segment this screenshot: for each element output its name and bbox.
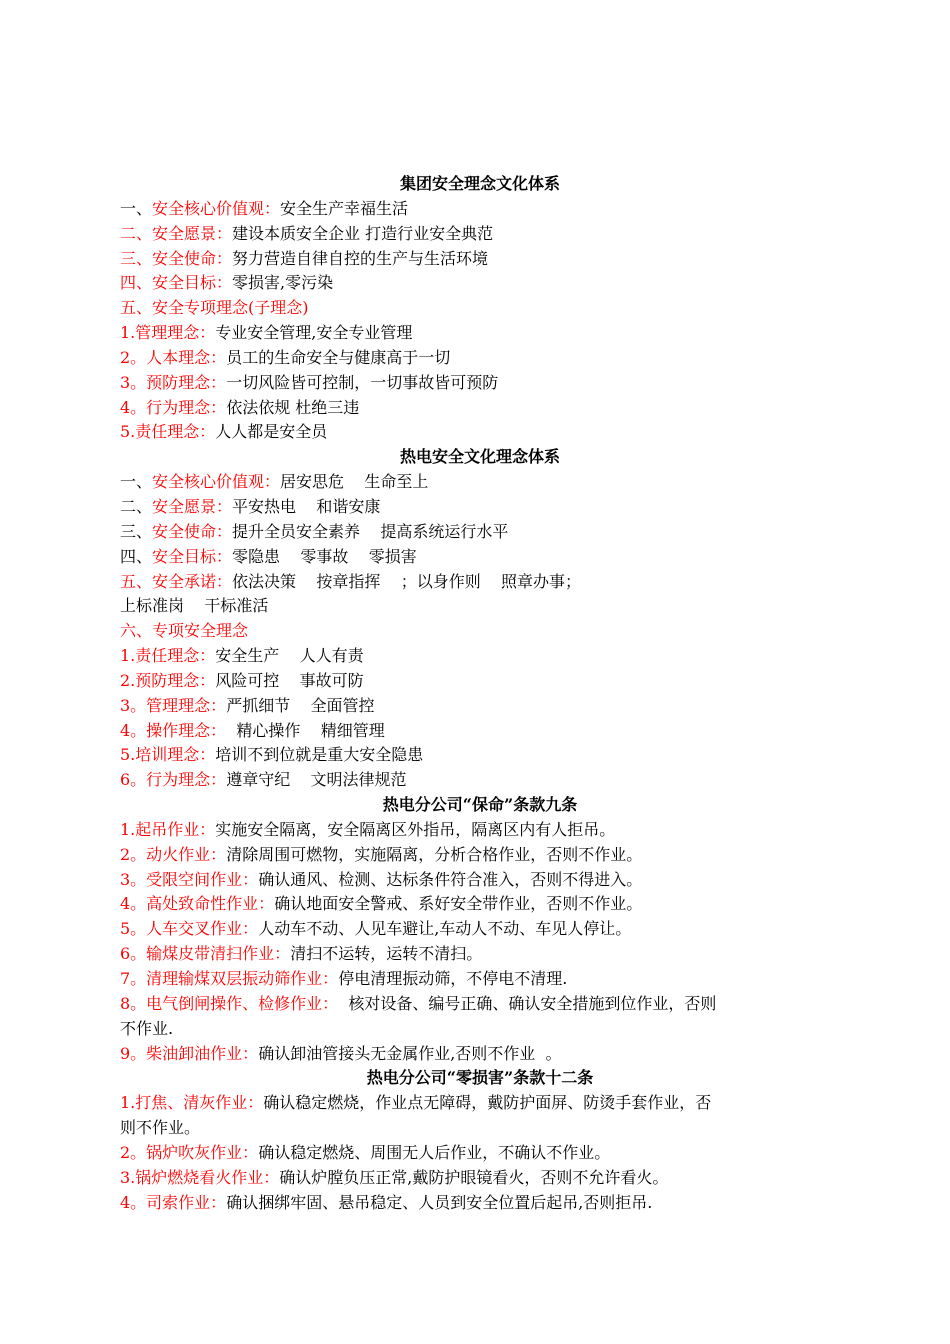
document-line <box>120 892 840 917</box>
line-label: 7。清理输煤双层振动筛作业： <box>120 969 339 988</box>
document-line <box>120 1017 840 1042</box>
line-text: 依法依规 杜绝三违 <box>226 397 360 417</box>
line-text: 风险可控 事故可防 <box>215 670 364 690</box>
line-text: 建设本质安全企业 打造行业安全典范 <box>232 223 494 243</box>
line-label: 5.责任理念： <box>120 422 216 442</box>
line-label: 4。操作理念： <box>120 720 227 740</box>
document-line <box>120 1166 840 1191</box>
line-text: 上标准岗 干标准活 <box>120 596 269 616</box>
document-line <box>120 768 840 793</box>
line-label: 六、专项安全理念 <box>120 621 249 641</box>
line-text: 不作业. <box>120 1018 174 1038</box>
document-line <box>120 1091 840 1116</box>
line-text: 平安热电 和谐安康 <box>232 496 381 516</box>
line-text: 专业安全管理,安全专业管理 <box>215 323 413 343</box>
line-label: 6。行为理念： <box>120 770 227 790</box>
line-label: 安全核心价值观： <box>152 198 281 218</box>
line-text: 确认稳定燃烧，作业点无障碍，戴防护面屏、防烫手套作业，否 <box>263 1093 712 1113</box>
document-line <box>120 917 840 942</box>
document-line <box>120 247 840 272</box>
section-title: 热电分公司“保命”条款九条 <box>382 795 578 815</box>
document-line <box>120 271 840 296</box>
section-title: 集团安全理念文化体系 <box>399 174 560 193</box>
section-title: 热电安全文化理念体系 <box>399 447 560 467</box>
line-text: 确认卸油管接头无金属作业,否则不作业 。 <box>258 1043 562 1063</box>
line-text: 人人都是安全员 <box>215 422 328 442</box>
line-label: 6。输煤皮带清扫作业： <box>120 944 291 964</box>
line-label: 3.锅炉燃烧看火作业： <box>120 1167 280 1187</box>
line-label: 4。高处致命性作业： <box>120 894 275 914</box>
line-text: 实施安全隔离，安全隔离区外指吊，隔离区内有人拒吊。 <box>215 819 616 839</box>
document-line <box>120 396 840 421</box>
line-text: 确认炉膛负压正常,戴防护眼镜看火，否则不允许看火。 <box>279 1167 669 1187</box>
line-label: 二、安全愿景： <box>120 223 233 243</box>
document-line <box>120 818 840 843</box>
line-label: 五、安全专项理念(子理念) <box>120 298 309 318</box>
document-line <box>120 1141 840 1166</box>
line-label: 1.责任理念： <box>120 646 216 666</box>
line-label: 1.管理理念： <box>120 323 216 343</box>
line-text: 零损害,零污染 <box>232 273 334 293</box>
line-label: 安全使命： <box>152 521 233 541</box>
line-prefix: 一、 <box>120 472 153 492</box>
line-label: 8。电气倒闸操作、检修作业： <box>120 993 339 1013</box>
line-text: 确认稳定燃烧、周围无人后作业，不确认不作业。 <box>258 1142 611 1162</box>
document-line <box>120 743 840 768</box>
document-line <box>120 868 840 893</box>
line-text: 确认捆绑牢固、悬吊稳定、人员到安全位置后起吊,否则拒吊. <box>226 1192 653 1212</box>
line-text: 提升全员安全素养 提高系统运行水平 <box>232 521 509 541</box>
line-label: 安全目标： <box>152 546 233 566</box>
line-text: 培训不到位就是重大安全隐患 <box>215 745 424 765</box>
line-text: 确认通风、检测、达标条件符合准入，否则不得进入。 <box>258 869 643 889</box>
line-text: 努力营造自律自控的生产与生活环境 <box>232 248 489 268</box>
document-line <box>120 594 840 619</box>
document-body <box>120 172 840 1215</box>
document-line <box>120 296 840 321</box>
document-line <box>120 346 840 371</box>
line-text: 员工的生命安全与健康高于一切 <box>226 347 451 367</box>
document-line <box>120 669 840 694</box>
document-line <box>120 545 840 570</box>
line-label: 5。人车交叉作业： <box>120 919 259 939</box>
line-text: 停电清理振动筛，不停电不清理. <box>338 969 568 988</box>
line-prefix: 一、 <box>120 198 153 218</box>
line-prefix: 四、 <box>120 546 153 566</box>
line-label: 安全核心价值观： <box>152 472 281 492</box>
document-line <box>120 942 840 967</box>
line-label: 1.打焦、清灰作业： <box>120 1093 264 1113</box>
document-line <box>120 197 840 222</box>
document-line <box>120 1042 840 1067</box>
line-label: 3。预防理念： <box>120 372 227 392</box>
document-line <box>120 1116 840 1141</box>
line-label: 4。司索作业： <box>120 1192 227 1212</box>
line-text: 人动车不动、人见车避让,车动人不动、车见人停让。 <box>258 919 632 939</box>
line-text: 严抓细节 全面管控 <box>226 695 375 715</box>
line-text: 则不作业。 <box>120 1118 201 1138</box>
document-line <box>120 967 840 992</box>
document-line <box>120 222 840 247</box>
document-line <box>120 694 840 719</box>
line-text: 确认地面安全警戒、系好安全带作业，否则不作业。 <box>274 894 643 914</box>
document-line <box>120 644 840 669</box>
line-text: 一切风险皆可控制，一切事故皆可预防 <box>226 372 499 392</box>
document-line <box>120 371 840 396</box>
line-label: 2。动火作业： <box>120 844 227 864</box>
line-label: 安全愿景： <box>152 496 233 516</box>
document-line <box>120 520 840 545</box>
line-prefix: 二、 <box>120 496 153 516</box>
line-label: 9。柴油卸油作业： <box>120 1043 259 1063</box>
line-text: 遵章守纪 文明法律规范 <box>226 770 407 790</box>
line-label: 3。管理理念： <box>120 695 227 715</box>
line-label: 5.培训理念： <box>120 745 216 765</box>
line-text: 安全生产 人人有责 <box>215 646 364 666</box>
document-line <box>120 321 840 346</box>
line-text: 零隐患 零事故 零损害 <box>232 546 417 566</box>
line-label: 三、安全使命： <box>120 248 233 268</box>
document-line <box>120 495 840 520</box>
line-label: 2.预防理念： <box>120 670 216 690</box>
line-label: 1.起吊作业： <box>120 819 216 839</box>
section-title: 热电分公司“零损害”条款十二条 <box>366 1068 594 1088</box>
document-line <box>120 420 840 445</box>
line-text: 核对设备、编号正确、确认安全措施到位作业，否则 <box>338 993 717 1013</box>
line-label: 2。人本理念： <box>120 347 227 367</box>
line-label: 五、安全承诺： <box>120 571 233 591</box>
line-text: 居安思危 生命至上 <box>280 472 429 492</box>
document-line <box>120 843 840 868</box>
line-text: 安全生产幸福生活 <box>280 198 409 218</box>
document-line <box>120 470 840 495</box>
line-text: 清除周围可燃物，实施隔离，分析合格作业，否则不作业。 <box>226 844 643 864</box>
line-label: 4。行为理念： <box>120 397 227 417</box>
line-text: 清扫不运转，运转不清扫。 <box>290 944 483 964</box>
line-text: 精心操作 精细管理 <box>226 720 385 740</box>
document-line <box>120 1191 840 1216</box>
line-prefix: 三、 <box>120 521 153 541</box>
line-text: 依法决策 按章指挥 ；以身作则 照章办事； <box>232 571 582 591</box>
line-label: 四、安全目标： <box>120 273 233 293</box>
line-label: 3。受限空间作业： <box>120 869 259 889</box>
document-line <box>120 719 840 744</box>
document-line <box>120 992 840 1017</box>
document-line <box>120 619 840 644</box>
line-label: 2。锅炉吹灰作业： <box>120 1142 259 1162</box>
document-line <box>120 570 840 595</box>
